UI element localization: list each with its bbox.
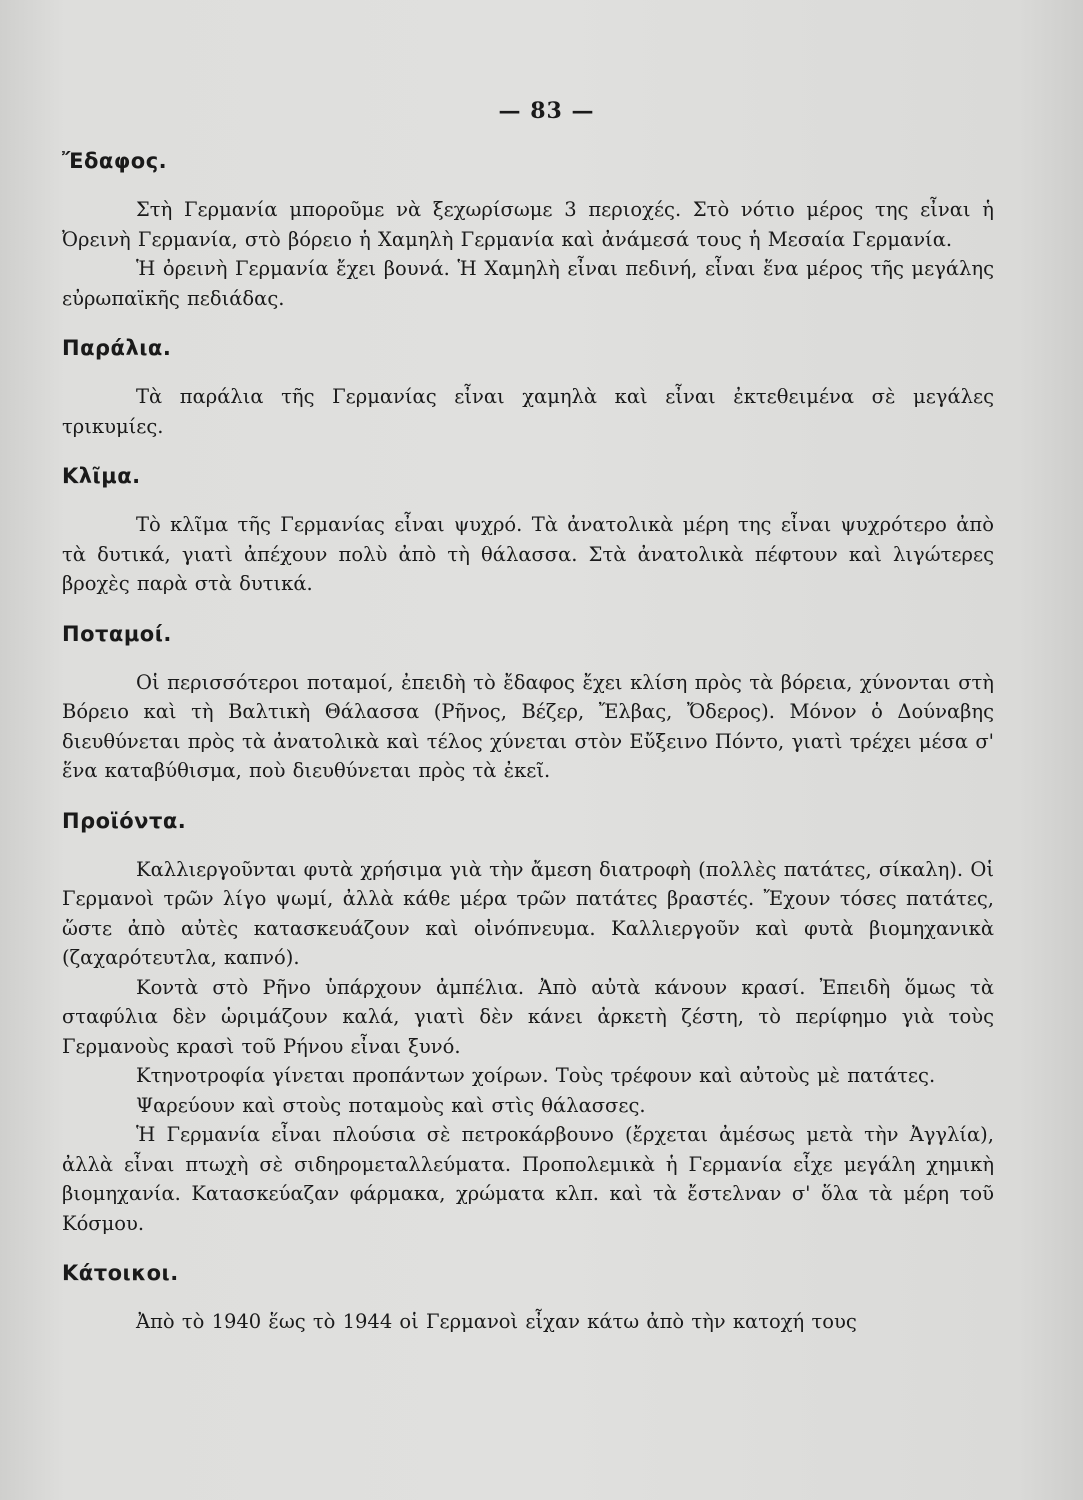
section-heading: Κάτοικοι. [62,1261,179,1285]
section-heading: Ἔδαφος. [62,149,168,173]
paragraph: Ἡ Γερμανία εἶναι πλούσια σὲ πετροκάρβουνο (ἔρχεται ἀμέσως μετὰ τὴν Ἀγγλία), ἀλλὰ εἶναι πτωχὴ σὲ σιδηρομεταλλεύματα. Προπολεμικὰ ἡ Γερμανία εἶχε μεγάλη χημικὴ βιομηχανία. Κατασκεύαζαν φάρμακα, χρώματα κλπ. καὶ τὰ ἔστελναν σ' ὅλα τὰ μέρη τοῦ Κόσμου. [62,1123,994,1235]
section-heading: Ποταμοί. [62,621,172,646]
paragraph: Ἡ ὀρεινὴ Γερμανία ἔχει βουνά. Ἡ Χαμηλὴ εἶναι πεδινή, εἶναι ἕνα μέρος τῆς μεγάλης εὐρωπαϊκῆς πεδιάδας. [62,257,994,310]
section-heading: Προϊόντα. [62,808,187,833]
paragraph: Κτηνοτροφία γίνεται προπάντων χοίρων. Τοὺς τρέφουν καὶ αὐτοὺς μὲ πατάτες. [136,1064,936,1087]
paragraph: Ψαρεύουν καὶ στοὺς ποταμοὺς καὶ στὶς θάλασσες. [136,1093,646,1117]
section-heading: Κλῖμα. [62,464,141,488]
paragraph: Οἱ περισσότεροι ποταμοί, ἐπειδὴ τὸ ἔδαφος ἔχει κλίση πρὸς τὰ βόρεια, χύνονται στὴ Βόρειο καὶ τὴ Βαλτικὴ Θάλασσα (Ρῆνος, Βέζερ, Ἔλβας, Ὄδερος). Μόνον ὁ Δούναβης διευθύνεται πρὸς τὰ ἀνατολικὰ καὶ τέλος χύνεται στὸν Εὔξεινο Πόντο, γιατὶ τρέχει μέσα σ' ἕνα καταβύθισμα, ποὺ διευθύνεται πρὸς τὰ ἐκεῖ. [62,670,994,782]
paragraph: Καλλιεργοῦνται φυτὰ χρήσιμα γιὰ τὴν ἄμεση διατροφὴ (πολλὲς πατάτες, σίκαλη). Οἱ Γερμανοὶ τρῶν λίγο ψωμί, ἀλλὰ κάθε μέρα τρῶν πατάτες βραστές. Ἔχουν τόσες πατάτες, ὥστε ἀπὸ αὐτὲς κατασκευάζουν καὶ οἰνόπνευμα. Καλλιεργοῦν καὶ φυτὰ βιομηχανικὰ (ζαχαρότευτλα, καπνό). [62,857,994,969]
section-potamoi [62,615,994,786]
paragraph: Κοντὰ στὸ Ρῆνο ὑπάρχουν ἀμπέλια. Ἀπὸ αὐτὰ κάνουν κρασί. Ἐπειδὴ ὅμως τὰ σταφύλια δὲν ὡριμάζουν καλά, γιατὶ δὲν κάνει ἀρκετὴ ζέστη, τὸ περίφημο γιὰ τοὺς Γερμανοὺς κρασὶ τοῦ Ρήνου εἶναι ξυνό. [62,975,994,1058]
section-katoikoi [62,1254,994,1337]
paragraph: Τὸ κλῖμα τῆς Γερμανίας εἶναι ψυχρό. Τὰ ἀνατολικὰ μέρη της εἶναι ψυχρότερο ἀπὸ τὰ δυτικά, γιατὶ ἀπέχουν πολὺ ἀπὸ τὴ θάλασσα. Στὰ ἀνατολικὰ πέφτουν καὶ λιγώτερες βροχὲς παρὰ στὰ δυτικά. [62,513,994,595]
paragraph: Στὴ Γερμανία μποροῦμε νὰ ξεχωρίσωμε 3 περιοχές. Στὸ νότιο μέρος της εἶναι ἡ Ὀρεινὴ Γερμανία, στὸ βόρειο ἡ Χαμηλὴ Γερμανία καὶ ἀνάμεσά τους ἡ Μεσαία Γερμανία. [62,198,994,251]
section-heading: Παράλια. [62,336,172,360]
page-number: — 83 — [498,98,595,124]
section-proionta [62,802,994,1239]
section-edafos [62,142,994,313]
page-content [62,142,994,1337]
section-paralia [62,329,994,441]
paragraph: Ἀπὸ τὸ 1940 ἕως τὸ 1944 οἱ Γερμανοὶ εἶχαν κάτω ἀπὸ τὴν κατοχή τους [136,1310,857,1333]
paragraph: Τὰ παράλια τῆς Γερμανίας εἶναι χαμηλὰ καὶ εἶναι ἐκτεθειμένα σὲ μεγάλες τρικυμίες. [62,385,994,438]
section-klima [62,457,994,599]
